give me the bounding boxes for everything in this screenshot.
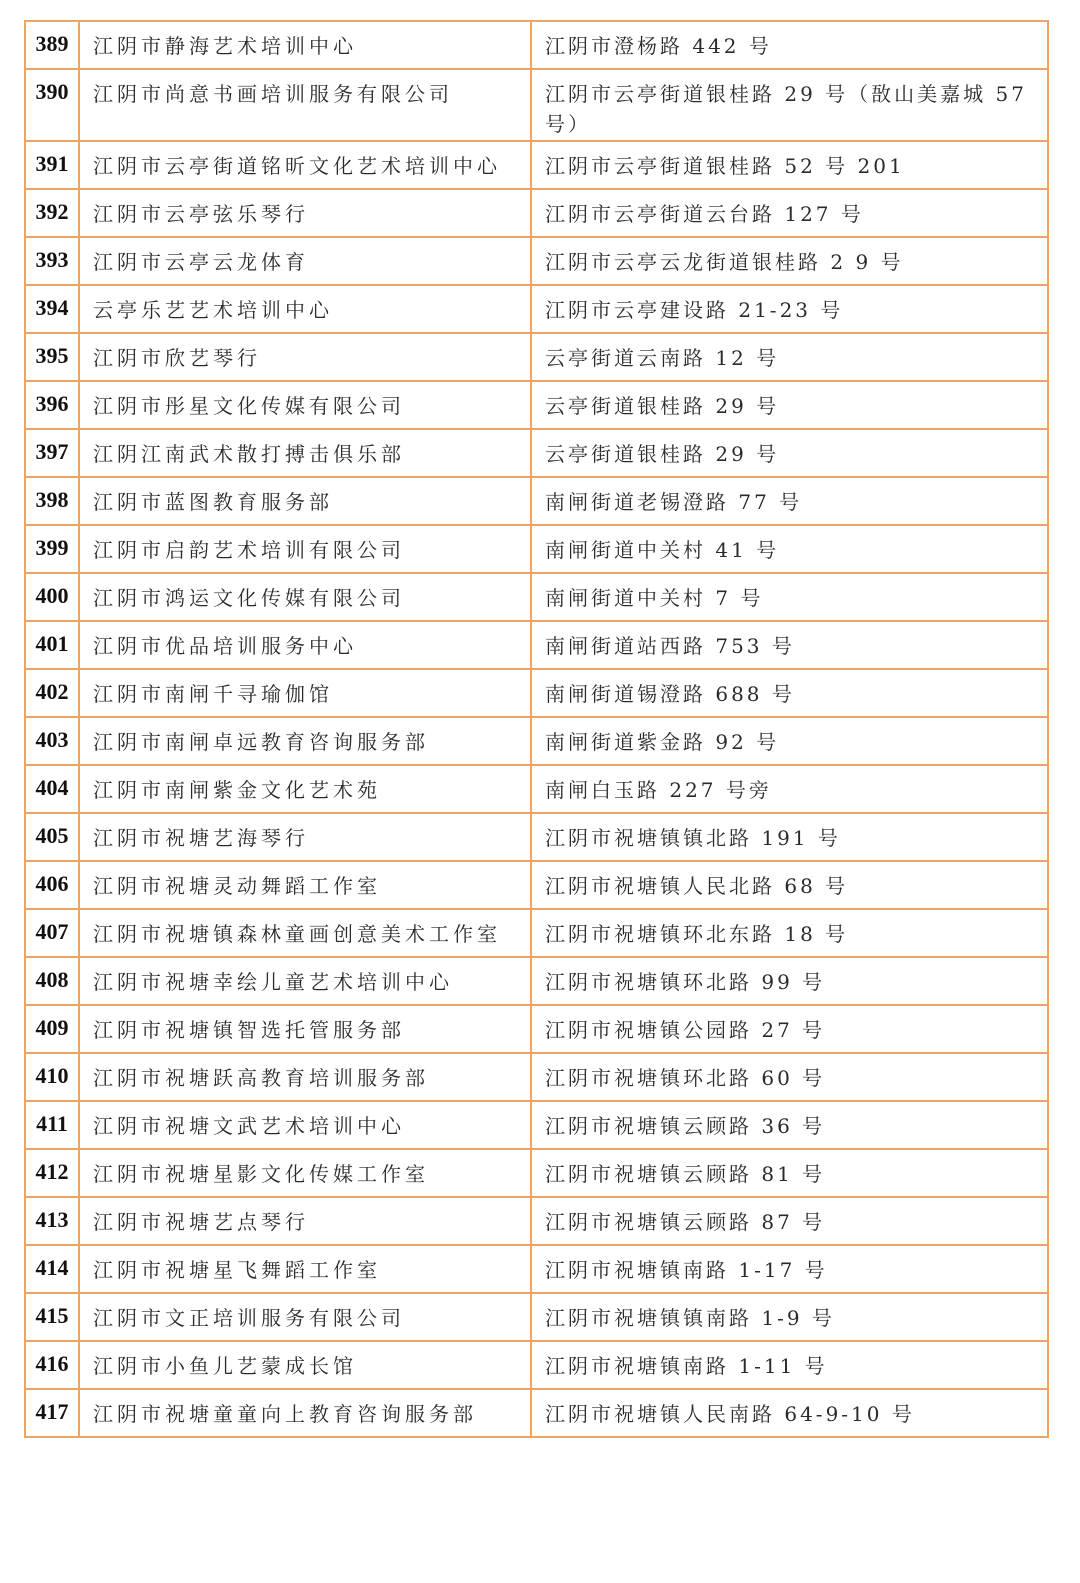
table-row: [25, 189, 1048, 237]
table-row: [25, 69, 1048, 141]
institution-address: 江阴市澄杨路 442 号: [531, 21, 1048, 69]
institution-name: 云亭乐艺艺术培训中心: [79, 285, 531, 333]
row-number: 402: [25, 669, 79, 717]
institution-address: 江阴市祝塘镇人民南路 64-9-10 号: [531, 1389, 1048, 1437]
row-number: 415: [25, 1293, 79, 1341]
institution-name: 江阴市云亭弦乐琴行: [79, 189, 531, 237]
institution-name: 江阴市南闸紫金文化艺术苑: [79, 765, 531, 813]
institution-name: 江阴市祝塘镇智选托管服务部: [79, 1005, 531, 1053]
table-row: [25, 861, 1048, 909]
institution-address: 江阴市祝塘镇人民北路 68 号: [531, 861, 1048, 909]
institution-address: 云亭街道银桂路 29 号: [531, 381, 1048, 429]
institution-name: 江阴市祝塘童童向上教育咨询服务部: [79, 1389, 531, 1437]
table-row: [25, 813, 1048, 861]
institution-name: 江阴市启韵艺术培训有限公司: [79, 525, 531, 573]
row-number: 398: [25, 477, 79, 525]
row-number: 390: [25, 69, 79, 141]
row-number: 396: [25, 381, 79, 429]
row-number: 392: [25, 189, 79, 237]
table-row: [25, 1053, 1048, 1101]
table-row: [25, 909, 1048, 957]
row-number: 397: [25, 429, 79, 477]
institution-address: 江阴市祝塘镇镇南路 1-9 号: [531, 1293, 1048, 1341]
table-row: [25, 429, 1048, 477]
row-number: 408: [25, 957, 79, 1005]
document-page: [24, 20, 1047, 1438]
institution-name: 江阴市祝塘文武艺术培训中心: [79, 1101, 531, 1149]
institution-address: 江阴市祝塘镇南路 1-17 号: [531, 1245, 1048, 1293]
table-row: [25, 1101, 1048, 1149]
institution-name: 江阴市蓝图教育服务部: [79, 477, 531, 525]
institution-name: 江阴市云亭云龙体育: [79, 237, 531, 285]
institution-address: 江阴市祝塘镇云顾路 81 号: [531, 1149, 1048, 1197]
institution-address: 江阴市祝塘镇南路 1-11 号: [531, 1341, 1048, 1389]
row-number: 409: [25, 1005, 79, 1053]
institution-name: 江阴市云亭街道铭昕文化艺术培训中心: [79, 141, 531, 189]
institution-name: 江阴市鸿运文化传媒有限公司: [79, 573, 531, 621]
row-number: 394: [25, 285, 79, 333]
table-row: [25, 669, 1048, 717]
table-row: [25, 21, 1048, 69]
institution-address: 江阴市祝塘镇镇北路 191 号: [531, 813, 1048, 861]
institution-address: 江阴市祝塘镇公园路 27 号: [531, 1005, 1048, 1053]
institution-name: 江阴市静海艺术培训中心: [79, 21, 531, 69]
row-number: 406: [25, 861, 79, 909]
institution-address: 南闸白玉路 227 号旁: [531, 765, 1048, 813]
institution-address: 江阴市云亭建设路 21-23 号: [531, 285, 1048, 333]
table-row: [25, 1149, 1048, 1197]
institution-name: 江阴江南武术散打搏击俱乐部: [79, 429, 531, 477]
row-number: 411: [25, 1101, 79, 1149]
institution-address: 南闸街道紫金路 92 号: [531, 717, 1048, 765]
table-row: [25, 717, 1048, 765]
institution-address: 江阴市祝塘镇环北东路 18 号: [531, 909, 1048, 957]
institution-table: [24, 20, 1049, 1438]
row-number: 400: [25, 573, 79, 621]
institution-address: 南闸街道中关村 41 号: [531, 525, 1048, 573]
institution-address: 江阴市云亭街道云台路 127 号: [531, 189, 1048, 237]
table-row: [25, 1293, 1048, 1341]
row-number: 407: [25, 909, 79, 957]
institution-address: 南闸街道锡澄路 688 号: [531, 669, 1048, 717]
table-row: [25, 957, 1048, 1005]
table-row: [25, 381, 1048, 429]
row-number: 403: [25, 717, 79, 765]
table-row: [25, 573, 1048, 621]
table-body: [25, 21, 1048, 1437]
table-row: [25, 525, 1048, 573]
table-row: [25, 765, 1048, 813]
institution-name: 江阴市祝塘幸绘儿童艺术培训中心: [79, 957, 531, 1005]
institution-address: 南闸街道中关村 7 号: [531, 573, 1048, 621]
institution-name: 江阴市彤星文化传媒有限公司: [79, 381, 531, 429]
institution-name: 江阴市祝塘灵动舞蹈工作室: [79, 861, 531, 909]
row-number: 410: [25, 1053, 79, 1101]
institution-address: 南闸街道站西路 753 号: [531, 621, 1048, 669]
row-number: 399: [25, 525, 79, 573]
row-number: 413: [25, 1197, 79, 1245]
table-row: [25, 1389, 1048, 1437]
institution-name: 江阴市祝塘艺海琴行: [79, 813, 531, 861]
table-row: [25, 621, 1048, 669]
institution-name: 江阴市南闸千寻瑜伽馆: [79, 669, 531, 717]
table-row: [25, 237, 1048, 285]
row-number: 416: [25, 1341, 79, 1389]
institution-name: 江阴市祝塘跃高教育培训服务部: [79, 1053, 531, 1101]
institution-name: 江阴市祝塘艺点琴行: [79, 1197, 531, 1245]
institution-address: 江阴市云亭街道银桂路 29 号（敔山美嘉城 57 号）: [531, 69, 1048, 141]
institution-address: 江阴市云亭云龙街道银桂路 2 9 号: [531, 237, 1048, 285]
row-number: 404: [25, 765, 79, 813]
table-row: [25, 477, 1048, 525]
institution-name: 江阴市小鱼儿艺蒙成长馆: [79, 1341, 531, 1389]
row-number: 401: [25, 621, 79, 669]
table-row: [25, 141, 1048, 189]
table-row: [25, 333, 1048, 381]
row-number: 412: [25, 1149, 79, 1197]
row-number: 391: [25, 141, 79, 189]
institution-name: 江阴市文正培训服务有限公司: [79, 1293, 531, 1341]
institution-address: 江阴市祝塘镇环北路 99 号: [531, 957, 1048, 1005]
institution-name: 江阴市祝塘镇森林童画创意美术工作室: [79, 909, 531, 957]
institution-name: 江阴市祝塘星飞舞蹈工作室: [79, 1245, 531, 1293]
table-row: [25, 1005, 1048, 1053]
institution-address: 南闸街道老锡澄路 77 号: [531, 477, 1048, 525]
institution-name: 江阴市尚意书画培训服务有限公司: [79, 69, 531, 141]
institution-address: 江阴市祝塘镇环北路 60 号: [531, 1053, 1048, 1101]
institution-name: 江阴市优品培训服务中心: [79, 621, 531, 669]
institution-name: 江阴市欣艺琴行: [79, 333, 531, 381]
row-number: 417: [25, 1389, 79, 1437]
row-number: 414: [25, 1245, 79, 1293]
institution-address: 江阴市云亭街道银桂路 52 号 201: [531, 141, 1048, 189]
institution-address: 江阴市祝塘镇云顾路 36 号: [531, 1101, 1048, 1149]
row-number: 405: [25, 813, 79, 861]
table-row: [25, 1197, 1048, 1245]
institution-address: 云亭街道银桂路 29 号: [531, 429, 1048, 477]
institution-name: 江阴市南闸卓远教育咨询服务部: [79, 717, 531, 765]
table-row: [25, 1341, 1048, 1389]
institution-name: 江阴市祝塘星影文化传媒工作室: [79, 1149, 531, 1197]
row-number: 395: [25, 333, 79, 381]
table-row: [25, 285, 1048, 333]
row-number: 393: [25, 237, 79, 285]
institution-address: 云亭街道云南路 12 号: [531, 333, 1048, 381]
row-number: 389: [25, 21, 79, 69]
table-row: [25, 1245, 1048, 1293]
institution-address: 江阴市祝塘镇云顾路 87 号: [531, 1197, 1048, 1245]
